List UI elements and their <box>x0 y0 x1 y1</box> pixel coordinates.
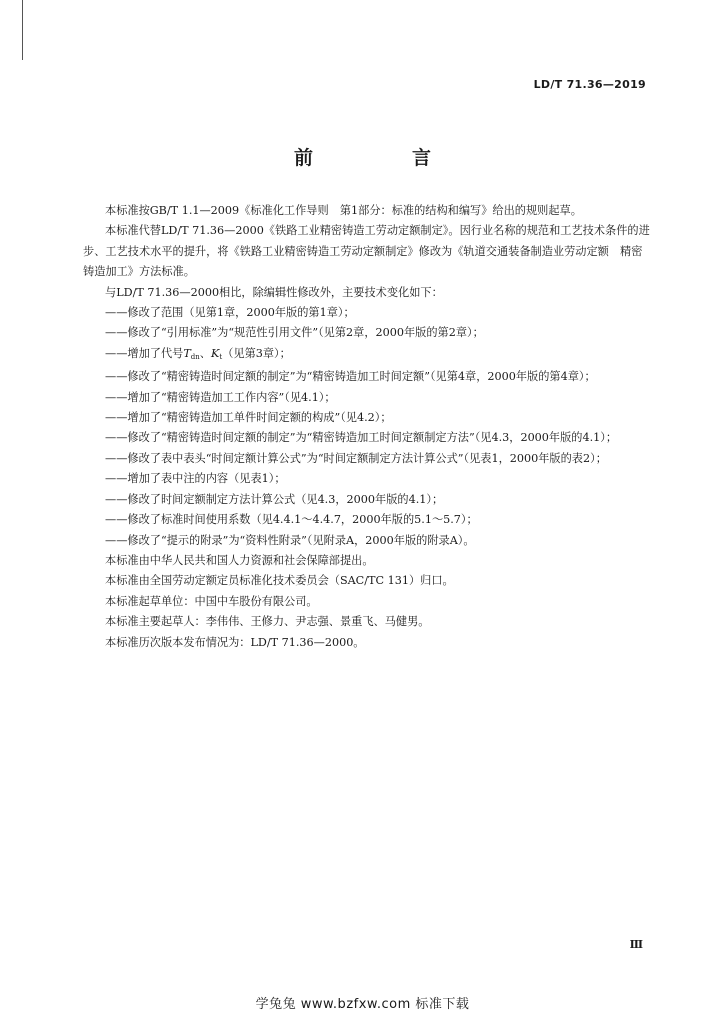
change-item <box>83 344 653 367</box>
paragraph: 本标准起草单位：中国中车股份有限公司。 <box>105 594 318 608</box>
symbol-subscript: dn <box>190 352 200 361</box>
change-item-text: （见第3章）； <box>222 346 291 360</box>
paragraph: 本标准历次版本发布情况为：LD/T 71.36—2000。 <box>105 635 365 649</box>
change-item: ——增加了“精密铸造加工单件时间定额的构成”（见4.2）； <box>105 411 392 425</box>
paragraph: 本标准主要起草人：李伟伟、王修力、尹志强、景重飞、马健男。 <box>105 615 430 629</box>
symbol: T <box>183 346 191 360</box>
change-item: ——增加了“精密铸造加工工作内容”（见4.1）； <box>105 390 336 404</box>
scan-edge-line <box>22 0 23 60</box>
change-item: ——修改了时间定额制定方法计算公式（见4.3，2000年版的4.1）； <box>105 492 444 506</box>
paragraph: 与LD/T 71.36—2000相比，除编辑性修改外，主要技术变化如下： <box>105 285 443 299</box>
change-item: ——修改了标准时间使用系数（见4.4.1～4.4.7，2000年版的5.1～5.7）； <box>105 513 478 527</box>
change-item: ——修改了“引用标准”为“规范性引用文件”（见第2章，2000年版的第2章）； <box>105 326 484 340</box>
preface-body <box>83 201 653 653</box>
paragraph: 本标准代替LD/T 71.36—2000《铁路工业精密铸造工劳动定额制定》。因行业名称的规范和工艺技术条件的进步、工艺技术水平的提升，将《铁路工业精密铸造工劳动定额制定》修改为《轨道交通装备制造业劳动定额 精密铸造加工》方法标准。 <box>83 224 650 279</box>
paragraph: 本标准由全国劳动定额定员标准化技术委员会（SAC/TC 131）归口。 <box>105 574 454 588</box>
change-item-text: ——增加了代号 <box>105 346 184 360</box>
footer-watermark: 学兔兔 www.bzfxw.com 标准下载 <box>255 997 470 1012</box>
change-item: ——修改了“精密铸造时间定额的制定”为“精密铸造加工时间定额制定方法”（见4.3，2000年版的4.1）； <box>105 431 618 445</box>
change-item: ——修改了表中表头“时间定额计算公式”为“时间定额制定方法计算公式”（见表1，2000年版的表2）； <box>105 451 607 465</box>
change-item: ——修改了“提示的附录”为“资料性附录”（见附录A，2000年版的附录A）。 <box>105 533 475 547</box>
page-number: Ⅲ <box>629 938 643 951</box>
change-item: ——修改了“精密铸造时间定额的制定”为“精密铸造加工时间定额”（见第4章，2000年版的第4章）； <box>105 370 596 384</box>
standard-code: LD/T 71.36—2019 <box>533 78 646 91</box>
symbol: K <box>211 346 220 360</box>
separator: 、 <box>199 346 211 360</box>
page-title: 前 言 <box>293 147 471 169</box>
symbol-subscript: t <box>219 352 223 361</box>
paragraph: 本标准按GB/T 1.1—2009《标准化工作导则 第1部分：标准的结构和编写》给出的规则起草。 <box>105 204 582 217</box>
change-item: ——增加了表中注的内容（见表1）； <box>105 472 286 486</box>
paragraph: 本标准由中华人民共和国人力资源和社会保障部提出。 <box>105 553 374 567</box>
change-item: ——修改了范围（见第1章，2000年版的第1章）； <box>105 306 355 320</box>
